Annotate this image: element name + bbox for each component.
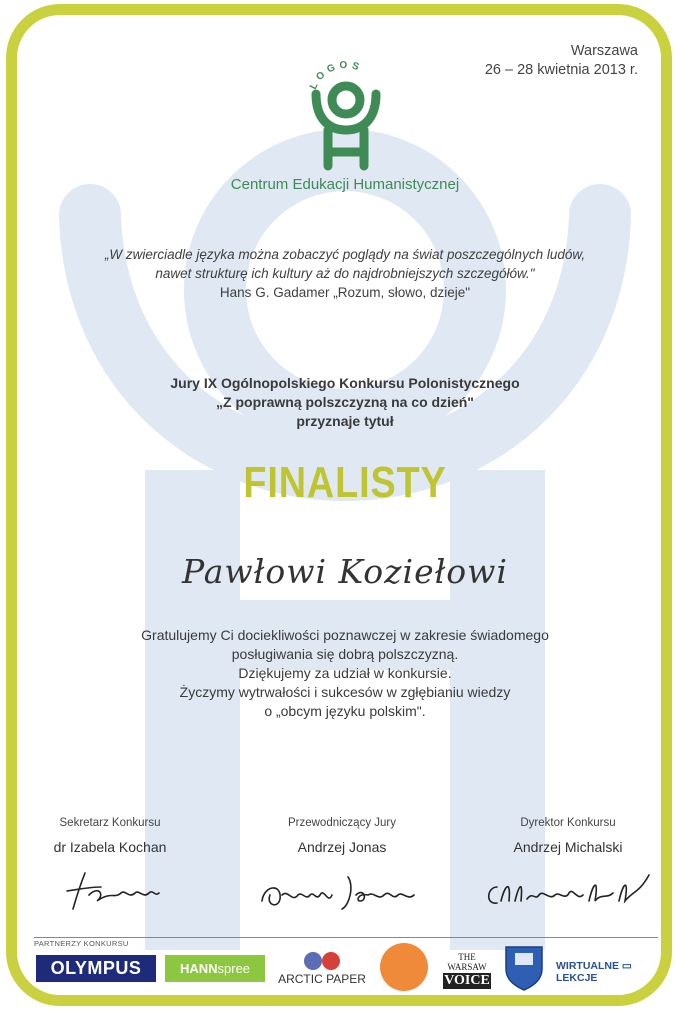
signer-name: dr Izabela Kochan xyxy=(53,839,167,855)
logos-logo-icon xyxy=(300,52,392,174)
jury-line-2: „Z poprawną polszczyzną na co dzień" xyxy=(216,394,474,410)
signature-block-secretary xyxy=(10,817,210,915)
partner-round-logo-icon xyxy=(380,943,428,991)
congratulations-text xyxy=(0,626,690,721)
warsaw-voice-logo xyxy=(443,952,491,988)
quote-line-1: „W zwierciadle języka można zobaczyć poglądy na świat poszczególnych ludów, xyxy=(104,247,586,262)
event-date: 26 – 28 kwietnia 2013 r. xyxy=(484,62,638,78)
award-title: FINALISTY xyxy=(243,458,447,507)
hannspree-logo xyxy=(165,955,265,982)
signature-block-director xyxy=(468,817,668,915)
quote-attribution: Hans G. Gadamer „Rozum, słowo, dzieje" xyxy=(219,285,471,300)
jury-line-1: Jury IX Ogólnopolskiego Konkursu Polonistycznego xyxy=(170,375,520,391)
jury-statement xyxy=(0,374,690,431)
body-line-1: Gratulujemy Ci dociekliwości poznawczej w zakresie świadomego xyxy=(141,627,549,643)
signer-role: Sekretarz Konkursu xyxy=(59,817,161,829)
recipient-name: Pawłowi Koziełowi xyxy=(182,552,508,591)
signer-name: Andrzej Jonas xyxy=(297,839,387,855)
organization-name: Centrum Edukacji Humanistycznej xyxy=(230,176,460,193)
body-line-2: posługiwania się dobrą polszczyzną. xyxy=(231,646,459,662)
handwritten-signature-michalski xyxy=(473,865,663,915)
warsaw-voice-big: VOICE xyxy=(444,973,490,988)
shield-logo-icon xyxy=(503,943,545,991)
olympus-logo: OLYMPUS xyxy=(36,955,156,982)
city: Warszawa xyxy=(570,43,638,59)
body-line-5: o „obcym języku polskim". xyxy=(264,703,426,719)
hannspree-logo-part-2: spree xyxy=(217,961,251,976)
wirtualne-lekcje-logo: WIRTUALNE ▭ LEKCJE xyxy=(556,960,632,984)
partners-label: PARTNERZY KONKURSU xyxy=(34,939,129,948)
signer-name: Andrzej Michalski xyxy=(513,839,623,855)
arctic-paper-text: ARCTIC PAPER xyxy=(278,972,366,986)
handwritten-signature-jonas xyxy=(252,865,432,915)
signature-block-jury-chair xyxy=(242,817,442,915)
signer-role: Dyrektor Konkursu xyxy=(520,817,616,829)
warsaw-voice-top: THE WARSAW xyxy=(447,952,487,972)
jury-line-3: przyznaje tytuł xyxy=(296,413,394,429)
arctic-emblem-icon xyxy=(302,950,342,972)
handwritten-signature-kochan xyxy=(55,865,165,915)
body-line-3: Dziękujemy za udział w konkursie. xyxy=(238,665,452,681)
arctic-paper-logo xyxy=(272,950,372,990)
quote-line-2: nawet strukturę ich kultury aż do najdrobniejszych szczegółów." xyxy=(155,266,535,281)
partners-divider xyxy=(34,937,658,938)
logo-arc-text: LOGOS xyxy=(308,59,365,92)
quote-block xyxy=(0,245,690,302)
place-date xyxy=(485,42,638,80)
signer-role: Przewodniczący Jury xyxy=(287,817,396,829)
hannspree-logo-part-1: HANN xyxy=(179,961,218,976)
body-line-4: Życzymy wytrwałości i sukcesów w zgłębianiu wiedzy xyxy=(179,684,511,700)
